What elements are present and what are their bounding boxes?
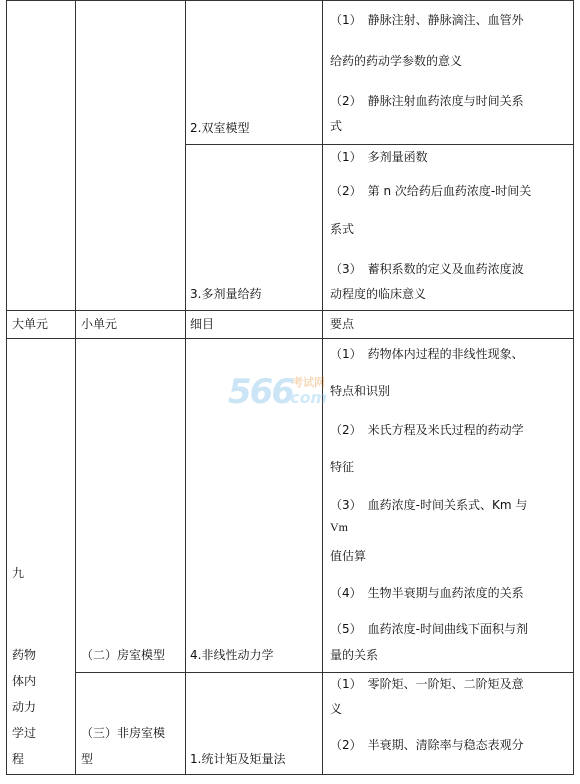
- points-line: （1） 药物体内过程的非线性现象、: [330, 347, 524, 361]
- unit-label: 九: [12, 566, 25, 580]
- unit-label: 药物: [12, 648, 37, 662]
- unit-label: 学过: [12, 726, 37, 740]
- points-line: 式: [330, 119, 343, 133]
- detail-cell: 3.多剂量给药: [190, 287, 262, 301]
- unit-label: 体内: [12, 674, 37, 688]
- points-line: （2） 米氏方程及米氏过程的药动学: [330, 423, 524, 437]
- detail-cell: 4.非线性动力学: [190, 648, 274, 662]
- table-rule: [185, 0, 186, 775]
- points-line: （3） 血药浓度-时间关系式、Km 与: [330, 498, 528, 512]
- points-line: Vm: [330, 520, 348, 534]
- unit-label: 动力: [12, 700, 37, 714]
- watermark-domain: .com: [284, 388, 328, 407]
- points-line: （5） 血药浓度-时间曲线下面积与剂: [330, 622, 528, 636]
- detail-cell: 1.统计矩及矩量法: [190, 752, 286, 766]
- detail-cell: 2.双室模型: [190, 121, 250, 135]
- unit-label: 程: [12, 752, 25, 766]
- points-line: 特征: [330, 460, 355, 474]
- table-rule: [6, 338, 574, 339]
- subunit-cell: （三）非房室模: [81, 726, 166, 740]
- points-line: 给药的药动学参数的意义: [330, 54, 463, 68]
- points-line: 特点和识别: [330, 384, 391, 398]
- watermark-number: 566: [228, 372, 293, 412]
- subunit-cell: 型: [81, 752, 94, 766]
- table-rule: [6, 0, 7, 775]
- points-line: （2） 静脉注射血药浓度与时间关系: [330, 94, 524, 108]
- table-rule: [75, 0, 76, 775]
- points-line: （1） 多剂量函数: [330, 150, 428, 164]
- points-line: （1） 静脉注射、静脉滴注、血管外: [330, 13, 524, 27]
- points-line: 动程度的临床意义: [330, 287, 427, 301]
- watermark-logo: [228, 372, 348, 416]
- table-rule: [6, 0, 574, 1]
- watermark-cn: 考试网: [292, 376, 325, 389]
- table-rule: [6, 774, 574, 775]
- table-rule: [185, 144, 574, 145]
- points-line: 量的关系: [330, 648, 379, 662]
- header-unit: 大单元: [12, 317, 49, 331]
- header-subunit: 小单元: [81, 317, 118, 331]
- points-line: （1） 零阶矩、一阶矩、二阶矩及意: [330, 677, 524, 691]
- points-line: （2） 第 n 次给药后血药浓度-时间关: [330, 184, 532, 198]
- table-rule: [6, 310, 574, 311]
- points-line: （3） 蓄积系数的定义及血药浓度波: [330, 262, 524, 276]
- header-detail: 细目: [190, 317, 215, 331]
- points-line: （4） 生物半衰期与血药浓度的关系: [330, 586, 524, 600]
- subunit-cell: （二）房室模型: [81, 648, 166, 662]
- table-rule: [75, 672, 574, 673]
- table-rule: [573, 0, 574, 775]
- points-line: （2） 半衰期、清除率与稳态表观分: [330, 738, 524, 752]
- points-line: 系式: [330, 222, 355, 236]
- points-line: 义: [330, 702, 343, 716]
- points-line: 值估算: [330, 549, 367, 563]
- header-points: 要点: [330, 317, 355, 331]
